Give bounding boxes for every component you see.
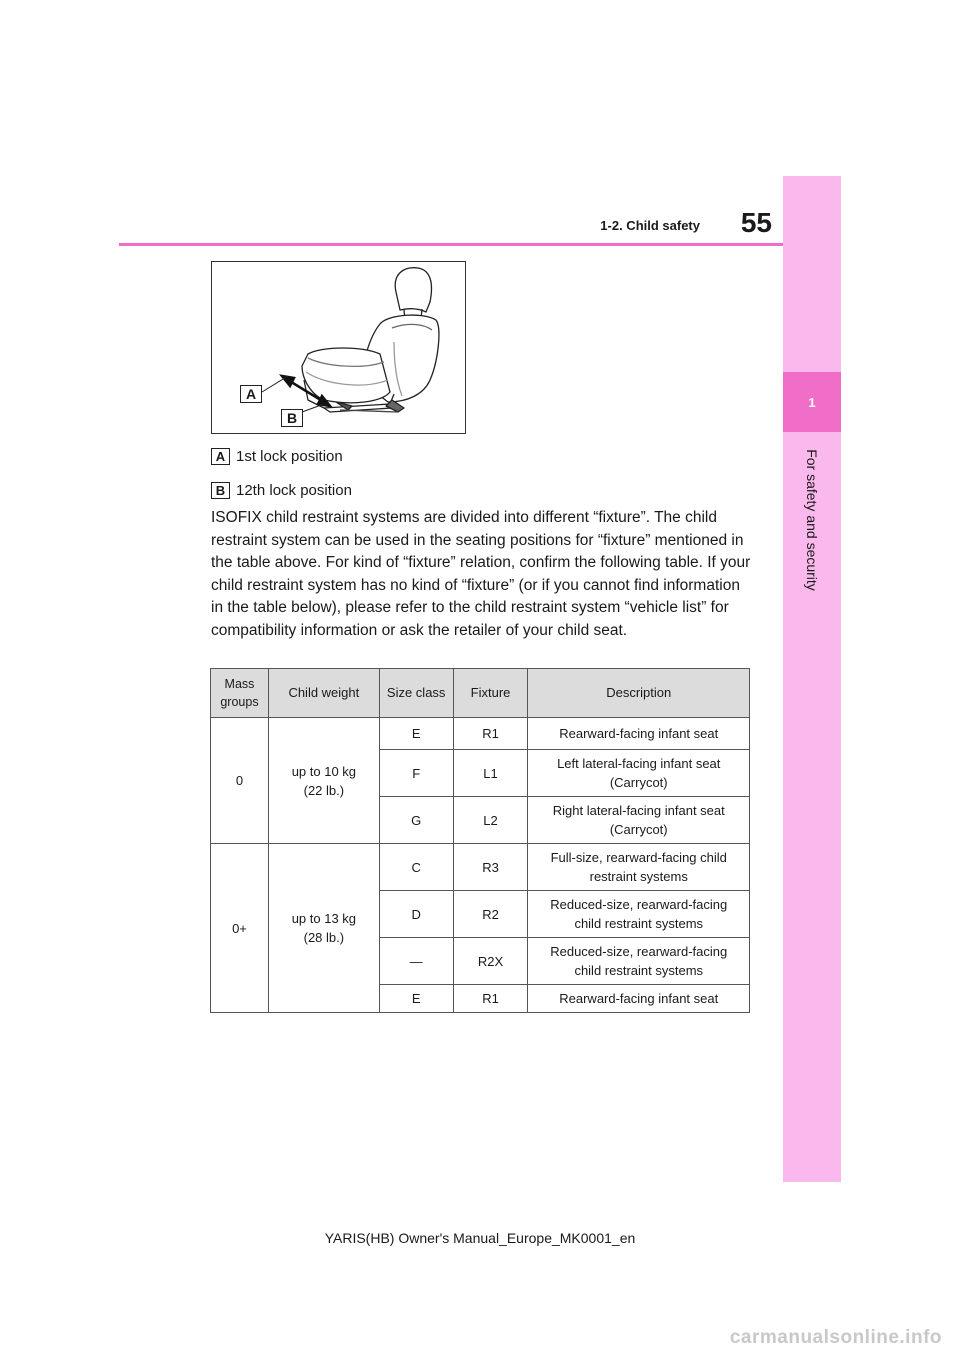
seat-drawing xyxy=(212,262,467,435)
fixture-cell: R1 xyxy=(453,985,528,1013)
table-row xyxy=(211,844,750,891)
legend-letter: A xyxy=(211,448,230,465)
size-class-cell: E xyxy=(379,718,453,750)
size-class-cell: D xyxy=(379,891,453,938)
table-row xyxy=(211,718,750,750)
chapter-number: 1 xyxy=(808,394,816,410)
legend-item-b xyxy=(211,479,352,501)
fixture-table xyxy=(210,668,750,1013)
description-cell: Full-size, rearward-facing child restraint systems xyxy=(528,844,750,891)
fixture-cell: R2X xyxy=(453,938,528,985)
legend-item-a xyxy=(211,445,343,467)
fixture-cell: R2 xyxy=(453,891,528,938)
column-header: Child weight xyxy=(268,669,379,718)
column-header: Mass groups xyxy=(211,669,269,718)
legend-letter: B xyxy=(211,482,230,499)
figure-label-b: B xyxy=(281,409,303,427)
watermark-text: carmanualsonline.info xyxy=(729,1327,942,1348)
footer-document-id: YARIS(HB) Owner's Manual_Europe_MK0001_en xyxy=(324,1230,636,1246)
fixture-cell: L2 xyxy=(453,797,528,844)
size-class-cell: G xyxy=(379,797,453,844)
mass-group-cell: 0+ xyxy=(211,844,269,1013)
column-header: Size class xyxy=(379,669,453,718)
fixture-cell: L1 xyxy=(453,750,528,797)
page-number: 55 xyxy=(740,207,772,238)
child-weight-cell: up to 13 kg (28 lb.) xyxy=(268,844,379,1013)
fixture-cell: R3 xyxy=(453,844,528,891)
description-cell: Left lateral-facing infant seat (Carrycot) xyxy=(528,750,750,797)
chapter-number-box xyxy=(783,372,841,432)
figure-label-a: A xyxy=(240,385,262,403)
column-header: Description xyxy=(528,669,750,718)
mass-group-cell: 0 xyxy=(211,718,269,844)
legend-text: 12th lock position xyxy=(236,481,352,499)
legend-text: 1st lock position xyxy=(236,447,343,465)
description-cell: Rearward-facing infant seat xyxy=(528,985,750,1013)
chapter-label: For safety and security xyxy=(804,449,820,591)
size-class-cell: — xyxy=(379,938,453,985)
size-class-cell: C xyxy=(379,844,453,891)
size-class-cell: F xyxy=(379,750,453,797)
child-weight-cell: up to 10 kg (22 lb.) xyxy=(268,718,379,844)
size-class-cell: E xyxy=(379,985,453,1013)
fixture-cell: R1 xyxy=(453,718,528,750)
chapter-side-tab xyxy=(783,176,841,1182)
seat-illustration xyxy=(211,261,466,434)
description-cell: Reduced-size, rearward-facing child restraint systems xyxy=(528,938,750,985)
description-cell: Right lateral-facing infant seat (Carrycot) xyxy=(528,797,750,844)
column-header: Fixture xyxy=(453,669,528,718)
description-cell: Reduced-size, rearward-facing child restraint systems xyxy=(528,891,750,938)
table-header-row xyxy=(211,669,750,718)
body-paragraph: ISOFIX child restraint systems are divided into different “fixture”. The child restraint system can be used in the seating positions for “fixture” mentioned in the table above. For kind of “fixture” relation, confirm the following table. If your child restraint system has no kind of “fixture” (or if you cannot find information in the table below), please refer to the child restraint system “vehicle list” for compatibility information or ask the retailer of your child seat. xyxy=(211,509,751,639)
section-title: 1-2. Child safety xyxy=(600,218,700,233)
description-cell: Rearward-facing infant seat xyxy=(528,718,750,750)
header-rule xyxy=(119,243,783,246)
